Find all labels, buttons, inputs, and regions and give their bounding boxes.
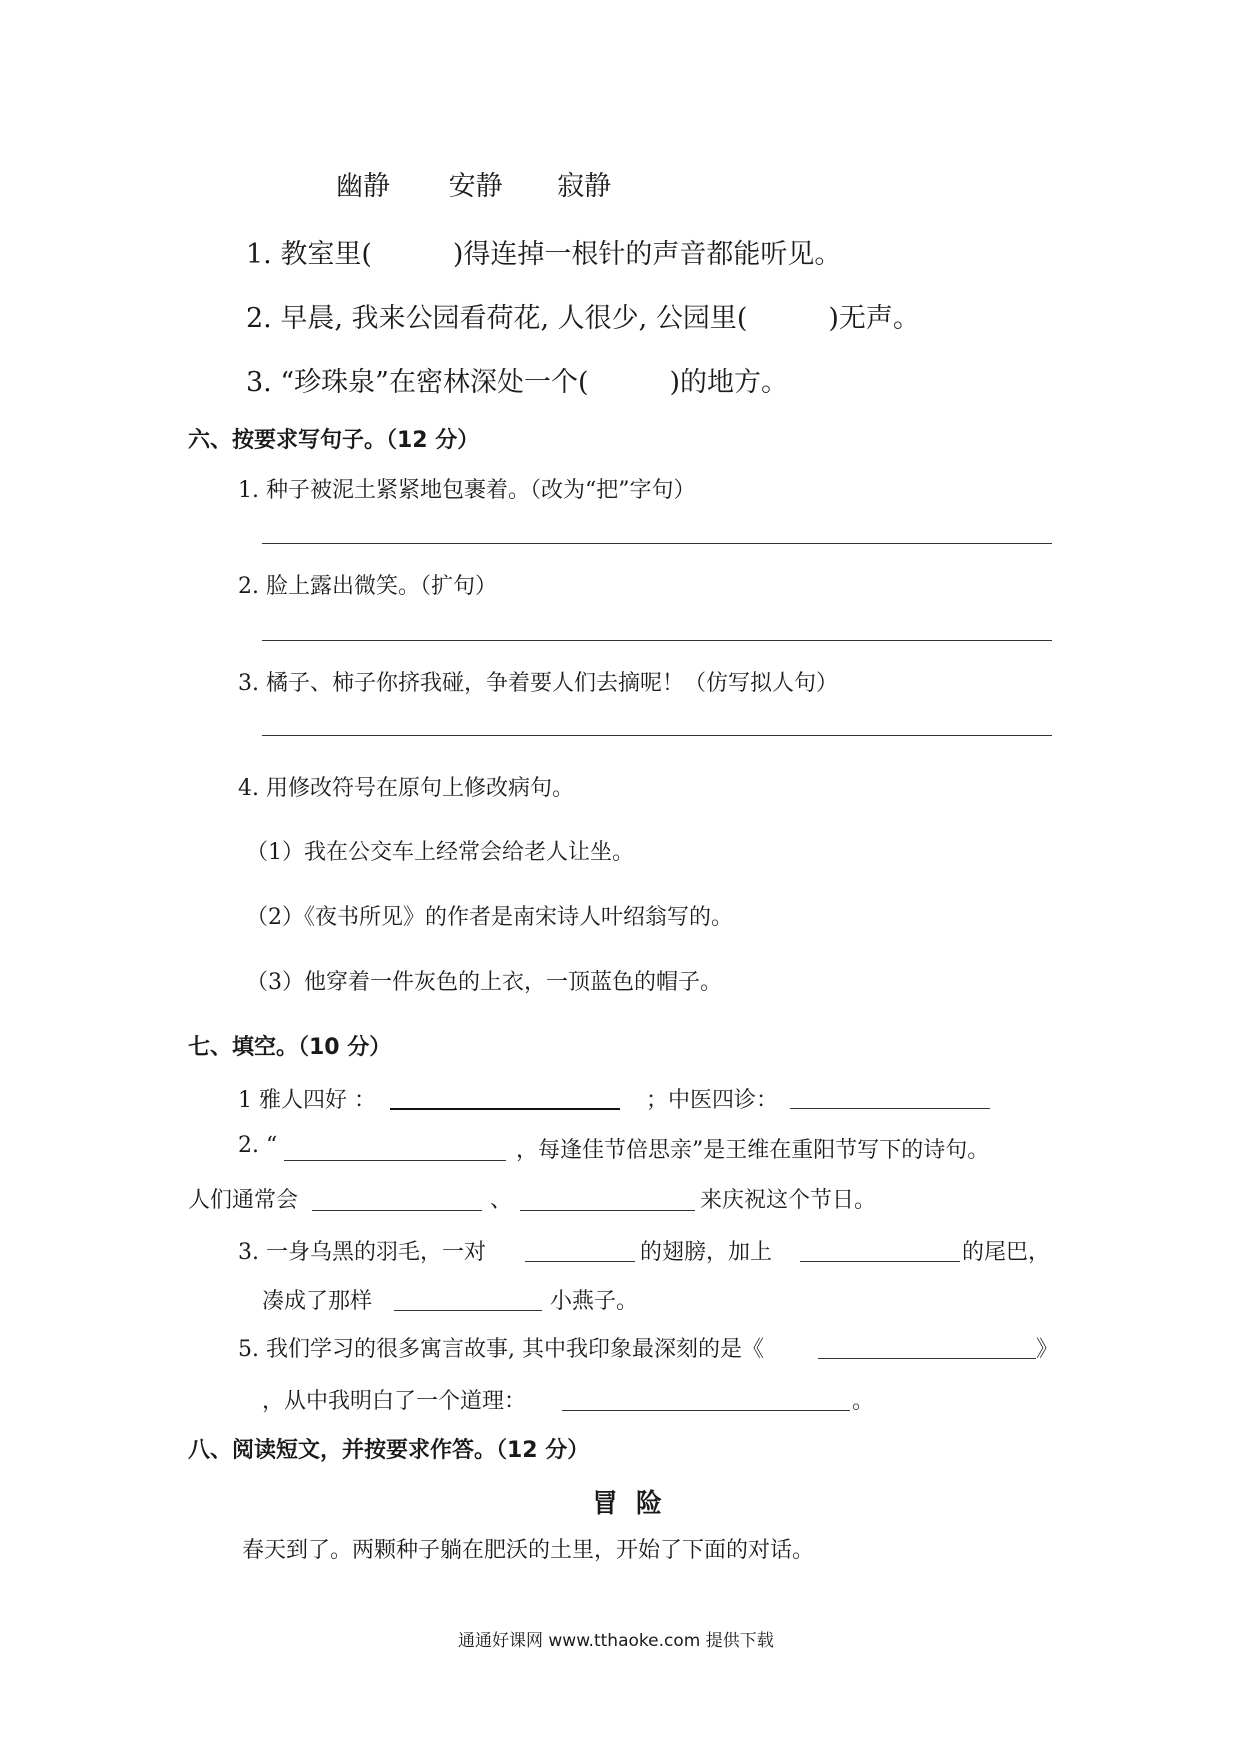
section-6-heading: 六、按要求写句子。（12 分）: [188, 428, 480, 453]
answer-line: [312, 1210, 482, 1211]
sec7-q5-label-d: 。: [852, 1389, 875, 1414]
sec7-q2-label-a: 2. “: [238, 1133, 278, 1158]
sec7-q3-label-e: 小燕子。: [550, 1289, 639, 1314]
page-footer: 通通好课网 www.tthaoke.com 提供下载: [458, 1631, 774, 1651]
answer-line: [394, 1310, 542, 1311]
sec7-q2-label-c: 人们通常会: [188, 1188, 299, 1213]
passage-paragraph: 春天到了。两颗种子躺在肥沃的土里，开始了下面的对话。: [242, 1538, 815, 1563]
sec7-q2-label-b: ，每逢佳节倍思亲”是王维在重阳节写下的诗句。: [516, 1138, 990, 1163]
sec6-sentence-2: （2）《夜书所见》的作者是南宋诗人叶绍翁写的。: [246, 905, 733, 930]
section-8-heading: 八、阅读短文，并按要求作答。（12 分）: [188, 1438, 590, 1463]
sec6-sentence-3: （3）他穿着一件灰色的上衣，一顶蓝色的帽子。: [246, 970, 722, 995]
answer-line: [562, 1410, 850, 1411]
sec7-q2-label-e: 来庆祝这个节日。: [700, 1188, 877, 1213]
sec7-q1-label-a: 1 雅人四好 ：: [238, 1088, 376, 1113]
answer-line: [284, 1160, 506, 1161]
sec7-q3-label-b: 的翅膀，加上: [640, 1240, 773, 1265]
word-bank-item: 安静: [448, 171, 503, 202]
word-bank-item: 幽静: [336, 171, 390, 202]
sec7-q1-label-b: ；中医四诊：: [646, 1088, 779, 1113]
sec6-sentence-1: （1）我在公交车上经常会给老人让坐。: [246, 840, 634, 865]
sec7-q5-label-c: ，从中我明白了一个道理：: [262, 1389, 527, 1414]
sec6-question-1: 1. 种子被泥土紧紧地包裹着。（改为“把”字句）: [238, 478, 696, 503]
sec6-question-2: 2. 脸上露出微笑。（扩句）: [238, 574, 497, 599]
sec7-q5-label-a: 5. 我们学习的很多寓言故事, 其中我印象最深刻的是《: [238, 1337, 764, 1362]
sec6-question-4: 4. 用修改符号在原句上修改病句。: [238, 776, 574, 801]
sec7-q2-label-d: 、: [490, 1188, 513, 1213]
answer-line: [262, 543, 1052, 544]
answer-line: [790, 1108, 990, 1109]
answer-line: [800, 1261, 960, 1262]
sec7-q3-label-c: 的尾巴，: [962, 1240, 1051, 1265]
sec7-q3-label-d: 凑成了那样: [262, 1289, 373, 1314]
answer-line: [262, 735, 1052, 736]
sec5-question-1: 1. 教室里( )得连掉一根针的声音都能听见。: [246, 239, 842, 270]
answer-line: [262, 640, 1052, 641]
passage-title: 冒险: [592, 1489, 681, 1519]
sec7-q3-label-a: 3. 一身乌黑的羽毛，一对: [238, 1240, 486, 1265]
sec6-question-3: 3. 橘子、柿子你挤我碰，争着要人们去摘呢！（仿写拟人句）: [238, 671, 838, 696]
section-7-heading: 七、填空。（10 分）: [188, 1035, 392, 1060]
word-bank-item: 寂静: [557, 171, 612, 202]
word-bank: [336, 164, 611, 203]
sec5-question-3: 3. “珍珠泉”在密林深处一个( )的地方。: [246, 367, 789, 398]
sec7-q5-label-b: 》: [1036, 1337, 1059, 1362]
answer-line: [525, 1261, 635, 1262]
sec5-question-2: 2. 早晨, 我来公园看荷花, 人很少, 公园里( )无声。: [246, 303, 920, 334]
answer-line: [520, 1210, 695, 1211]
answer-line: [390, 1108, 620, 1110]
answer-line: [818, 1358, 1036, 1359]
